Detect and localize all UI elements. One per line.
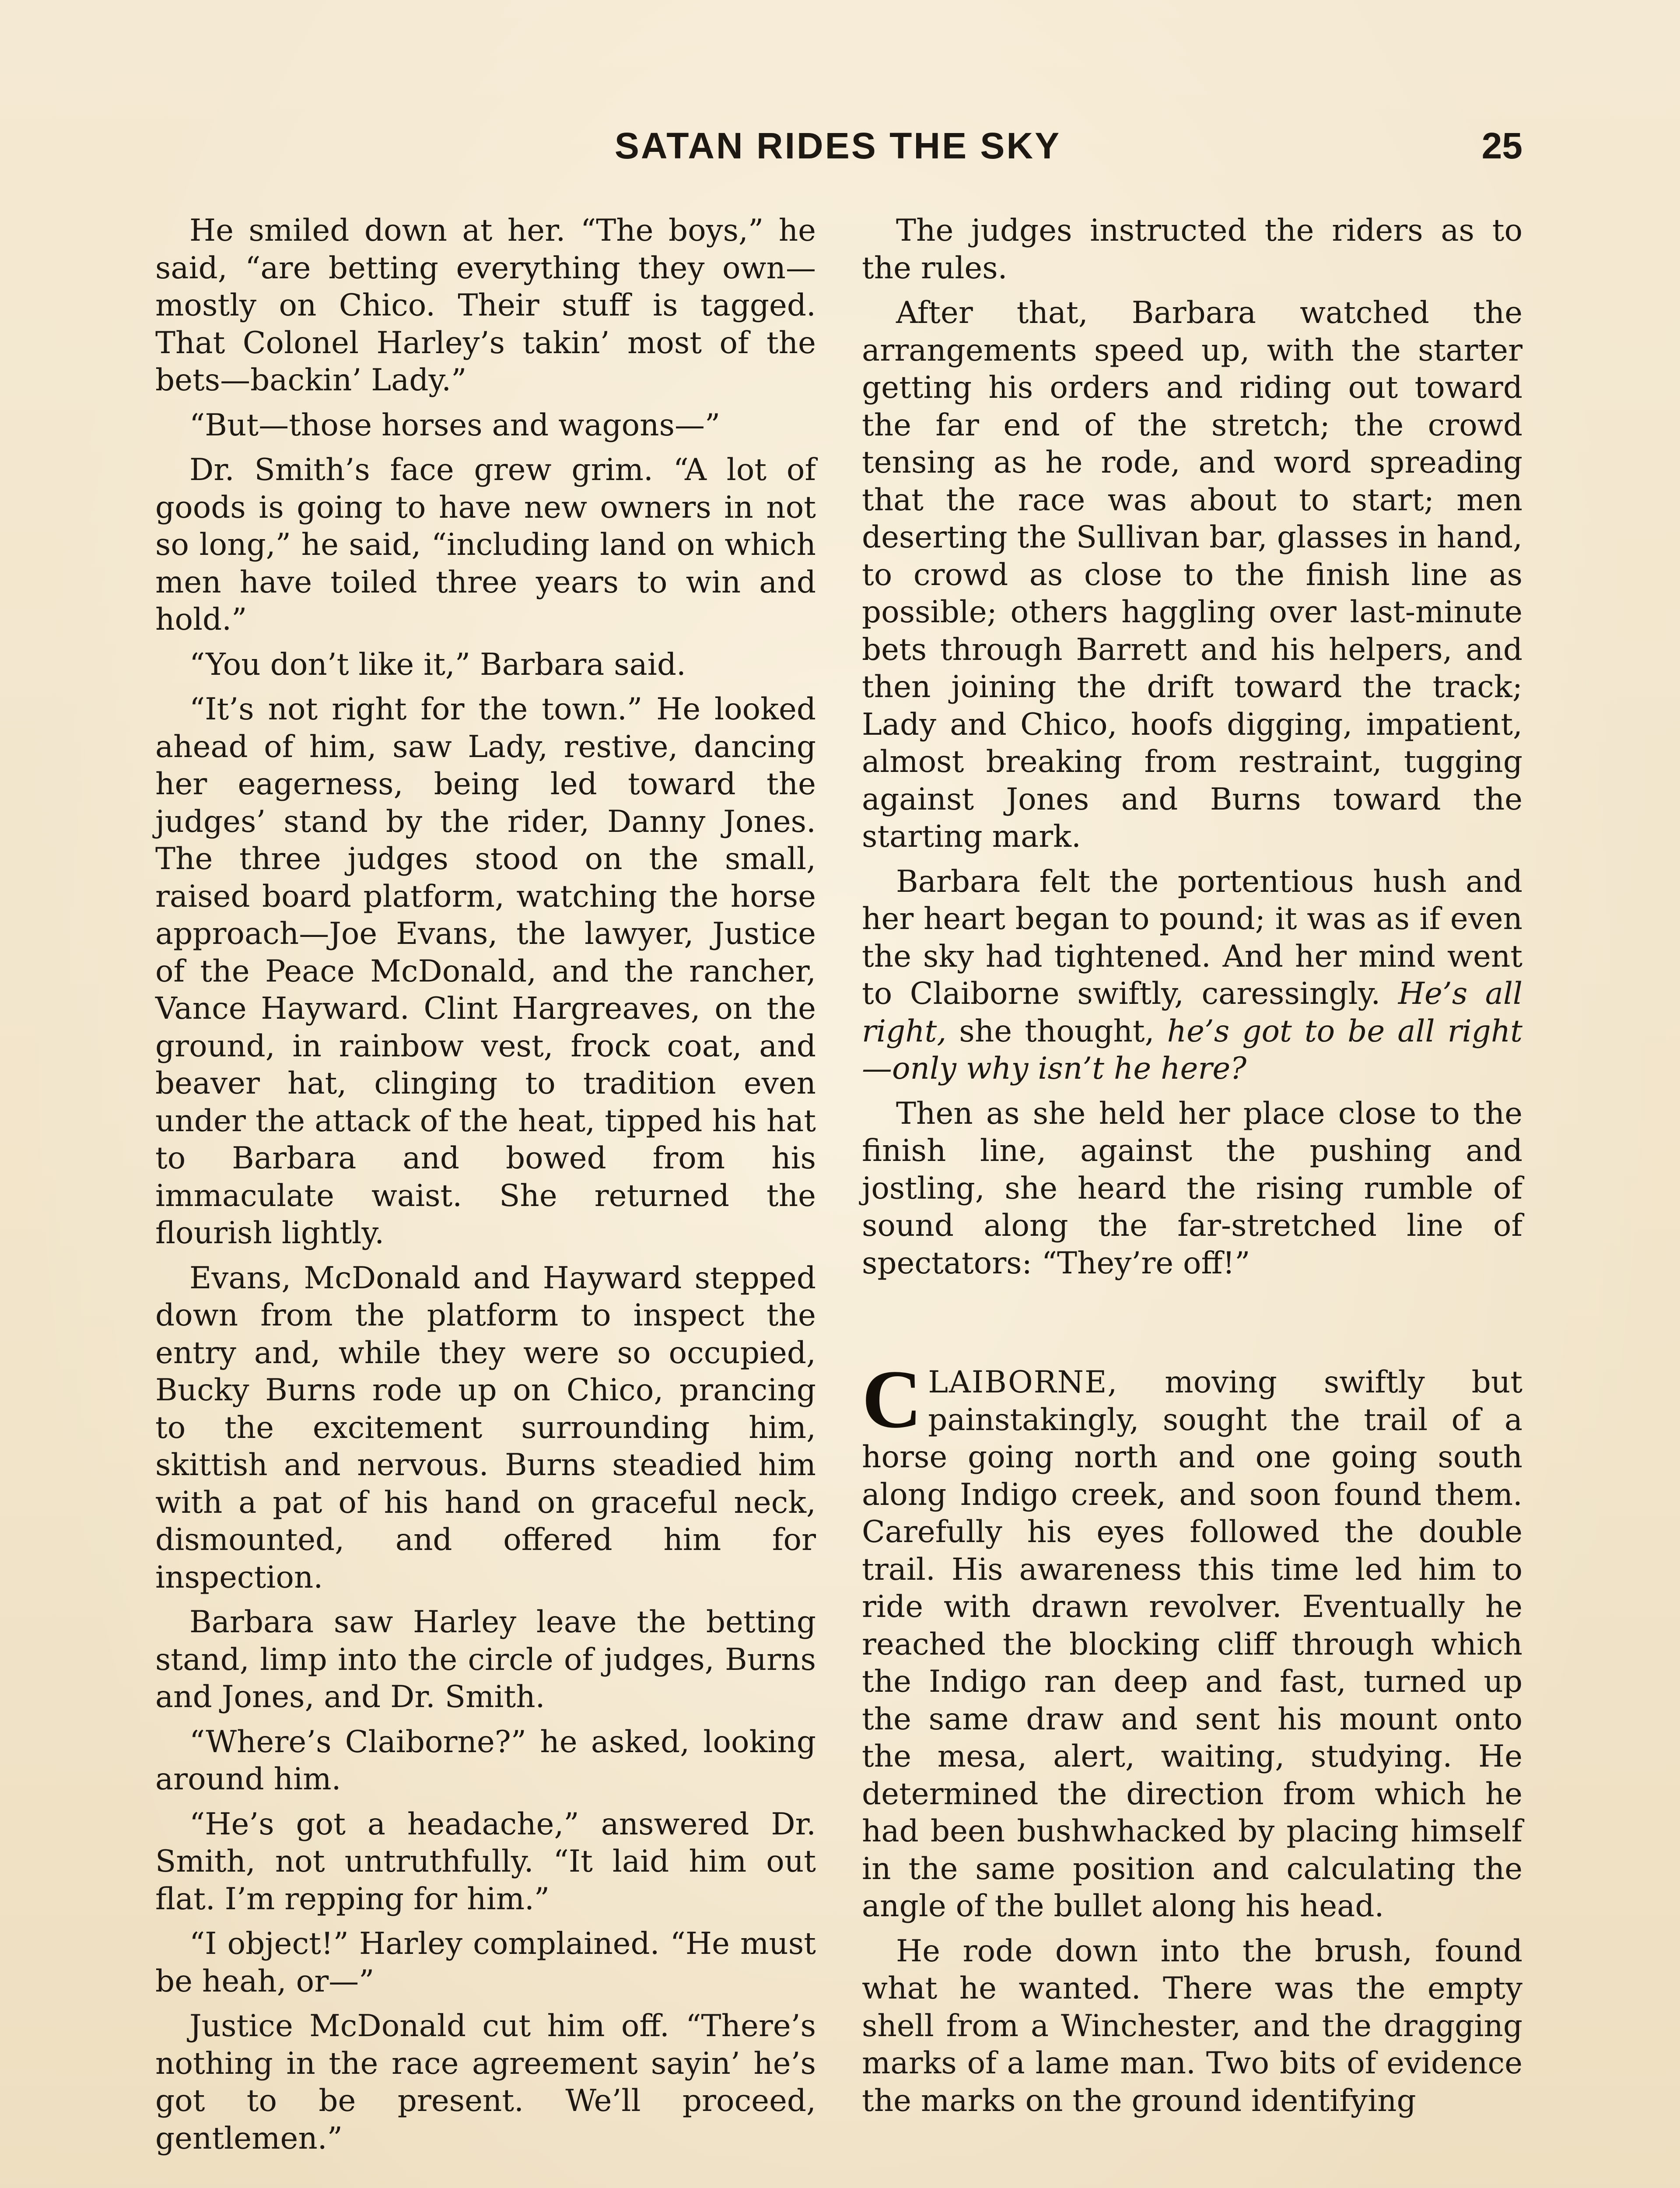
paragraph: He rode down into the brush, found what he wanted. There was the empty shell from a Winchester, and the dragging marks of a lame man. Two bits of evidence the marks on the ground identifying (862, 1933, 1522, 2118)
paragraph: He smiled down at her. “The boys,” he said, “are betting everything they own—mostly on Chico. Their stuff is tagged. That Colonel Harley’s takin’ most of the bets—backin’ Lady.” (155, 213, 816, 398)
page-header (153, 125, 1522, 177)
paragraph: Dr. Smith’s face grew grim. “A lot of goods is going to have new owners in not so long,” he said, “including land on which men have toiled three years to win and hold.” (155, 452, 816, 637)
paragraph: Barbara saw Harley leave the betting stand, limp into the circle of judges, Burns and Jones, and Dr. Smith. (155, 1605, 816, 1715)
paragraph: “I object!” Harley complained. “He must be heah, or—” (155, 1926, 816, 1999)
italic-thought: He’s all right, (862, 976, 1523, 1049)
paragraph: “But—those horses and wagons—” (189, 407, 721, 443)
paragraph: “He’s got a headache,” answered Dr. Smith, not untruthfully. “It laid him out flat. I’m repping for him.” (155, 1806, 816, 1917)
paragraph: The judges instructed the riders as to the rules. (862, 213, 1522, 286)
page-number: 25 (1481, 125, 1522, 166)
paragraph-text: Barbara felt the portentious hush and her heart began to pound; it was as if even the sky had tightened. And her mind went to Claiborne swiftly, caressingly. (862, 864, 1522, 1011)
paragraph: Evans, McDonald and Hayward stepped down from the platform to inspect the entry and, while they were so occupied, Bucky Burns rode up on Chico, prancing to the excitement surrounding him, skittish and nervous. Burns steadied him with a pat of his hand on graceful neck, dismounted, and offered him for inspection. (155, 1260, 816, 1595)
paragraph-heartbeat (862, 863, 1522, 1088)
right-column (862, 212, 1522, 2127)
paragraph-text: moving swiftly but painstakingly, sought the trail of a horse going north and one going south along Indigo creek, and soon found them. Carefully his eyes followed the double trail. His awareness this time led him to ride with drawn revolver. Eventually he reached the blocking cliff through which the Indigo ran deep and fast, turned up the same draw and sent his mount onto the mesa, alert, waiting, studying. He determined the direction from which he had been bushwhacked by placing himself in the same position and calculating the angle of the bullet along his head. (862, 1365, 1523, 1924)
paragraph: Justice McDonald cut him off. “There’s nothing in the race agreement sayin’ he’s got to be present. We’ll proceed, gentlemen.” (155, 2009, 816, 2156)
paragraph: “Where’s Claiborne?” he asked, looking around him. (155, 1724, 816, 1797)
running-title: SATAN RIDES THE SKY (614, 125, 1061, 166)
lead-caps: LAIBORNE, (928, 1365, 1118, 1400)
drop-cap: C (862, 1353, 922, 1445)
left-column (155, 212, 816, 2165)
paragraph: “It’s not right for the town.” He looked ahead of him, saw Lady, restive, dancing her eagerness, being led toward the judges’ stand by the rider, Danny Jones. The three judges stood on the small, raised board platform, watching the horse approach—Joe Evans, the lawyer, Justice of the Peace McDonald, and the rancher, Vance Hayward. Clint Hargreaves, on the ground, in rainbow vest, frock coat, and beaver hat, clinging to tradition even under the attack of the heat, tipped his hat to Barbara and bowed from his immaculate waist. She returned the flourish lightly. (155, 692, 816, 1251)
italic-thought: he’s got to be all right—only why isn’t he here? (862, 1013, 1522, 1086)
section-opening-paragraph (862, 1353, 1523, 1925)
section-break (862, 1290, 1522, 1364)
paragraph: After that, Barbara watched the arrangements speed up, with the starter getting his orders and riding out toward the far end of the stretch; the crowd tensing as he rode, and word spreading that the race was about to start; men deserting the Sullivan bar, glasses in hand, to crowd as close to the finish line as possible; others haggling over last-minute bets through Barrett and his helpers, and then joining the drift toward the track; Lady and Chico, hoofs digging, impatient, almost breaking from restraint, tugging against Jones and Burns toward the starting mark. (862, 295, 1522, 854)
paragraph: Then as she held her place close to the finish line, against the pushing and jostling, she heard the rising rumble of sound along the far-stretched line of spectators: “They’re off!” (862, 1096, 1522, 1281)
paragraph-text: she thought, (959, 1013, 1155, 1049)
paragraph: “You don’t like it,” Barbara said. (189, 647, 686, 682)
